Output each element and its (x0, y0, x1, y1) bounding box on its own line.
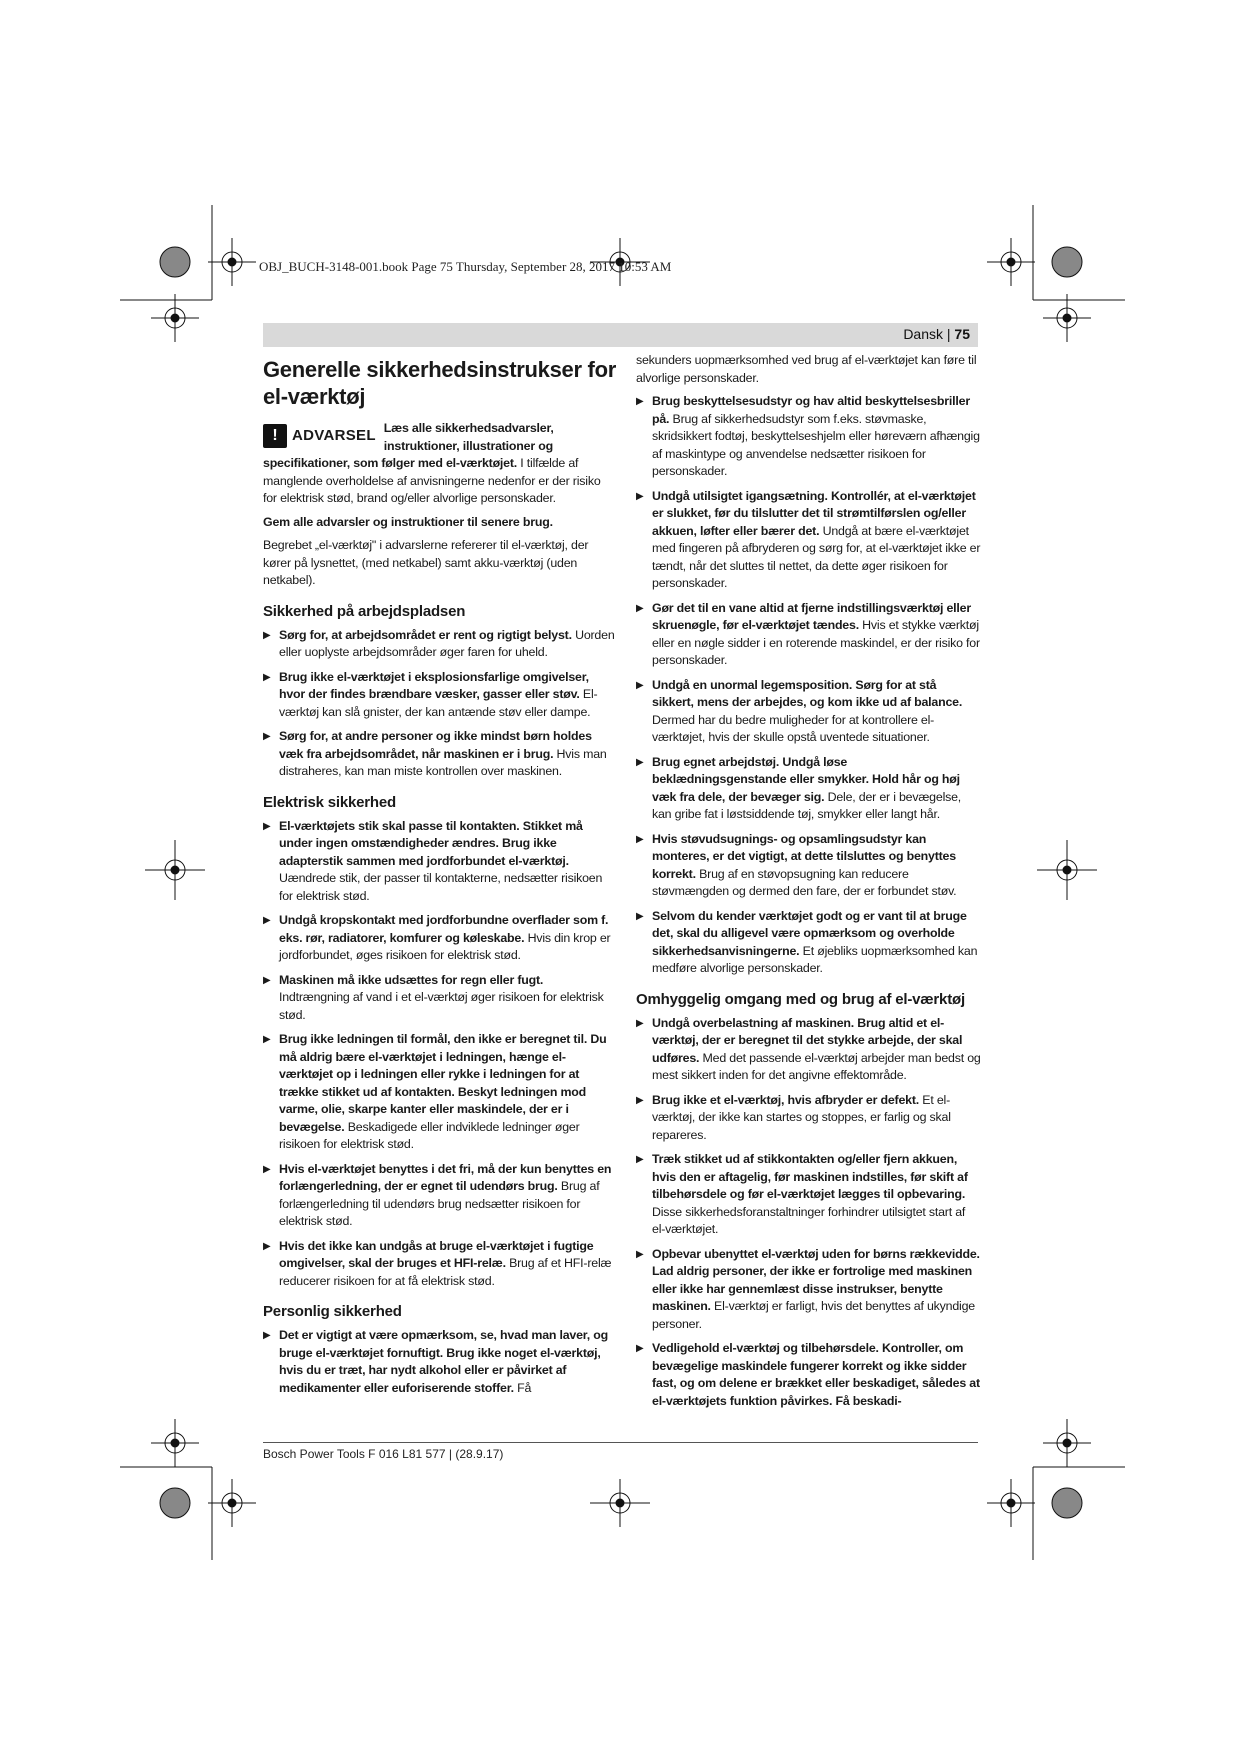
item-text: Dermed har du bedre muligheder for at kontrollere el-værktøjet, hvis der skulle opstå uventede situationer. (652, 712, 935, 744)
item-text: Brug af forlængerledning til udendørs brug nedsætter risikoen for elektrisk stød. (279, 1179, 600, 1228)
item-text: Brug af et HFI-relæ reducerer risikoen for at få elektrisk stød. (279, 1256, 612, 1288)
continued-text: sekunders uopmærksomhed ved brug af el-værktøjet kan føre til alvorlige personskader. (636, 353, 977, 385)
item-bold: Brug beskyttelsesudstyr og hav altid beskyttelsesbriller på. (652, 394, 970, 426)
page-number: 75 (954, 326, 970, 342)
bullet-triangle-icon: ▶ (636, 1094, 644, 1106)
item-bold: Maskinen må ikke udsættes for regn eller fugt. (279, 972, 544, 987)
item-text: Disse sikkerhedsforanstaltninger forhindrer utilsigtet start af el-værktøjet. (652, 1204, 966, 1236)
footer-text: Bosch Power Tools F 016 L81 577 | (28.9.17) (263, 1447, 504, 1461)
bullet-triangle-icon: ▶ (263, 731, 271, 742)
item-bold: Sørg for, at arbejdsområdet er rent og rigtigt belyst. (279, 627, 572, 642)
keep-instructions: Gem alle advarsler og instruktioner til senere brug. (263, 514, 553, 529)
bullet-triangle-icon: ▶ (263, 915, 271, 926)
item-text: Et el-værktøj, der ikke kan startes og stoppes, er farlig og skal repareres. (652, 1092, 951, 1142)
item-text: Beskadigede eller indviklede ledninger øger risikoen for elektrisk stød. (279, 1119, 580, 1151)
header-language: Dansk | (903, 326, 955, 342)
item-bold: Opbevar ubenyttet el-værktøj uden for børns rækkevidde. Lad aldrig personer, der ikke er fortrolige med maskinen eller ikke har gennemlæst disse instrukser, benytte maskinen. (652, 1246, 980, 1313)
list-item (636, 488, 981, 593)
item-bold: Hvis el-værktøjet benyttes i det fri, må der kun benyttes en forlængerledning, der er egnet til udendørs brug. (279, 1161, 612, 1193)
item-bold: Brug ikke ledningen til formål, den ikke er beregnet til. Du må aldrig bære el-værktøjet i ledningen, hænge el-værktøjet op i ledningen eller rykke i ledningen for at trække stikket ud af kontakten. Beskyt ledningen mod varme, olie, skarpe kanter eller maskindele, der er i bevægelse. (279, 1032, 607, 1134)
list-personal-cont (636, 393, 981, 978)
item-text: Undgå at bære el-værktøjet med fingeren på afbryderen og sørg for, at el-værktøjet ikke er tændt, når det sluttes til nettet, da dette øger risikoen for personskader. (652, 523, 981, 590)
list-item (263, 627, 617, 662)
section-heading-tool-care: Omhyggelig omgang med og brug af el-værktøj (636, 990, 965, 1008)
item-text: Uorden eller uoplyste arbejdsområder øger faren for uheld. (279, 627, 615, 659)
item-bold: Det er vigtigt at være opmærksom, se, hvad man laver, og bruge el-værktøjet fornuftigt. Brug ikke noget el-værktøj, hvis du er træt, har nydt alkohol eller er påvirket af medikamenter eller euforiserende stoffer. (279, 1328, 608, 1395)
bullet-triangle-icon: ▶ (263, 1163, 271, 1175)
item-bold: El-værktøjets stik skal passe til kontakten. Stikket må under ingen omstændigheder ændres. Brug ikke adapterstik sammen med jordforbundet el-værktøj. (279, 818, 583, 868)
item-bold: Træk stikket ud af stikkontakten og/eller fjern akkuen, hvis den er aftagelig, før maskinen indstilles, før skift af tilbehørsdele og før el-værktøjet lægges til opbevaring. (652, 1152, 968, 1201)
item-text: Uændrede stik, der passer til kontakterne, nedsætter risikoen for elektrisk stød. (279, 871, 603, 903)
item-bold: Selvom du kender værktøjet godt og er vant til at bruge det, skal du alligevel være opmærksom og overholde sikkerhedsanvisningerne. (652, 908, 967, 958)
bullet-triangle-icon: ▶ (263, 1034, 271, 1045)
section-heading-workplace: Sikkerhed på arbejdspladsen (263, 602, 466, 620)
list-item (636, 1340, 981, 1410)
bullet-triangle-icon: ▶ (636, 602, 644, 614)
list-item (636, 754, 981, 824)
item-bold: Brug ikke el-værktøjet i eksplosionsfarlige omgivelser, hvor der findes brændbare væsker, gasser eller støv. (279, 669, 589, 701)
item-text: Hvis man distraheres, kan man miste kontrollen over maskinen. (279, 746, 607, 778)
list-tool-care (636, 1015, 981, 1411)
warning-triangle-icon: ! (263, 424, 287, 448)
item-bold: Sørg for, at andre personer og ikke mindst børn holdes væk fra arbejdsområdet, når maskinen er i brug. (279, 729, 592, 761)
list-workplace (263, 627, 617, 781)
list-item (636, 1246, 981, 1334)
list-item (263, 1161, 617, 1231)
bullet-triangle-icon: ▶ (636, 1343, 644, 1354)
bullet-triangle-icon: ▶ (263, 629, 271, 641)
list-item (263, 669, 617, 722)
bullet-triangle-icon: ▶ (636, 910, 644, 922)
item-text: El-værktøj kan slå gnister, der kan antænde støv eller dampe. (279, 687, 598, 719)
left-column (263, 352, 617, 1404)
item-bold: Hvis det ikke kan undgås at bruge el-værktøjet i fugtige omgivelser, skal der bruges et HFI-relæ. (279, 1238, 594, 1270)
item-text: Brug af sikkerhedsudstyr som f.eks. støvmaske, skridsikkert fodtøj, beskyttelseshjelm eller høreværn afhængig af maskintype og anvendelse nedsætter risikoen for personskader. (652, 411, 980, 478)
item-text: Dele, der er i bevægelse, kan gribe fat i løstsiddende tøj, smykker eller langt hår. (652, 789, 962, 821)
list-item (263, 912, 617, 965)
list-item (636, 908, 981, 978)
list-item (636, 1092, 981, 1145)
list-item (636, 600, 981, 670)
print-slug: OBJ_BUCH-3148-001.book Page 75 Thursday, September 28, 2017 10:53 AM (259, 259, 672, 274)
footer-rule (263, 1442, 978, 1443)
list-item (263, 972, 617, 1025)
warning-text: I tilfælde af manglende overholdelse af anvisningerne nedenfor er der risiko for elektrisk stød, brand og/eller alvorlige personskader. (263, 456, 601, 505)
warning-bold-text: Læs alle sikkerhedsadvarsler, instruktioner, illustrationer og specifikationer, som følger med el-værktøjet. (263, 421, 554, 470)
section-heading-electrical: Elektrisk sikkerhed (263, 793, 396, 811)
warning-block (263, 420, 617, 508)
item-text: Indtrængning af vand i et el-værktøj øger risikoen for elektrisk stød. (279, 990, 604, 1022)
item-bold: Undgå kropskontakt med jordforbundne overflader som f. eks. rør, radiatorer, komfurer og køleskabe. (279, 913, 609, 945)
item-text: Få (513, 1380, 532, 1395)
bullet-triangle-icon: ▶ (636, 396, 644, 407)
item-text: Et øjebliks uopmærksomhed kan medføre alvorlige personskader. (652, 943, 978, 975)
list-item (263, 818, 617, 906)
list-item (636, 1151, 981, 1239)
bullet-triangle-icon: ▶ (263, 1240, 271, 1252)
list-item (636, 393, 981, 481)
list-item (263, 1238, 617, 1291)
header-text (903, 326, 970, 342)
bullet-triangle-icon: ▶ (636, 1248, 644, 1260)
bullet-triangle-icon: ▶ (636, 1154, 644, 1165)
term-definition: Begrebet „el-værktøj" i advarslerne refererer til el-værktøj, der kører på lysnettet, (med netkabel) samt akku-værktøj (uden netkabel). (263, 538, 589, 587)
bullet-triangle-icon: ▶ (636, 756, 644, 768)
list-item (636, 1015, 981, 1085)
item-bold: Gør det til en vane altid at fjerne indstillingsværktøj eller skruenøgle, før el-værktøjet tændes. (652, 600, 971, 632)
list-item (636, 677, 981, 747)
item-bold: Undgå overbelastning af maskinen. Brug altid et el-værktøj, der er beregnet til det stykke arbejde, der skal udføres. (652, 1015, 963, 1065)
list-electrical (263, 818, 617, 1291)
bullet-triangle-icon: ▶ (636, 833, 644, 845)
item-bold: Brug egnet arbejdstøj. Undgå løse beklædningsgenstande eller smykker. Hold hår og høj væk fra dele, der bevæger sig. (652, 754, 960, 804)
section-heading-personal: Personlig sikkerhed (263, 1303, 402, 1320)
list-item (263, 728, 617, 781)
list-personal (263, 1327, 617, 1397)
item-text: Med det passende el-værktøj arbejder man bedst og mest sikkert inden for det angivne effektområde. (652, 1050, 981, 1082)
right-column (636, 352, 981, 1417)
item-text: Brug af en støvopsugning kan reducere støvmængden og dermed den fare, der er forbundet støv. (652, 866, 957, 898)
bullet-triangle-icon: ▶ (636, 679, 644, 691)
bullet-triangle-icon: ▶ (636, 490, 644, 502)
running-header (263, 323, 978, 347)
list-item (263, 1327, 617, 1397)
item-bold: Vedligehold el-værktøj og tilbehørsdele. Kontroller, om bevægelige maskindele fungerer korrekt og ikke sidder fast, og om delene er brækket eller beskadiget, således at el-værktøjets funktion påvirkes. Få beskadi- (652, 1341, 980, 1408)
page-title: Generelle sikkerhedsinstrukser for el-værktøj (263, 357, 616, 409)
item-text: El-værktøj er farligt, hvis det benyttes af ukyndige personer. (652, 1299, 975, 1331)
bullet-triangle-icon: ▶ (263, 974, 271, 986)
bullet-triangle-icon: ▶ (636, 1017, 644, 1029)
bullet-triangle-icon: ▶ (263, 820, 271, 832)
item-bold: Hvis støvudsugnings- og opsamlingsudstyr kan monteres, er det vigtigt, at dette tilsluttes og benyttes korrekt. (652, 831, 956, 881)
warning-badge (263, 424, 376, 448)
bullet-triangle-icon: ▶ (263, 671, 271, 683)
item-text: Hvis et stykke værktøj eller en nøgle sidder i en roterende maskindel, er der risiko for personskader. (652, 618, 980, 667)
item-bold: Undgå en unormal legemsposition. Sørg for at stå sikkert, mens der arbejdes, og kom ikke ud af balance. (652, 677, 963, 709)
bullet-triangle-icon: ▶ (263, 1330, 271, 1341)
item-bold: Brug ikke et el-værktøj, hvis afbryder er defekt. (652, 1092, 920, 1107)
item-bold: Undgå utilsigtet igangsætning. Kontrollér, at el-værktøjet er slukket, før du tilslutter det til strømtilførslen og/eller akkuen, løfter eller bærer det. (652, 488, 976, 538)
list-item (263, 1031, 617, 1154)
list-item (636, 831, 981, 901)
warning-label: ADVARSEL (292, 427, 376, 445)
item-text: Hvis din krop er jordforbundet, øges risikoen for elektrisk stød. (279, 930, 611, 962)
